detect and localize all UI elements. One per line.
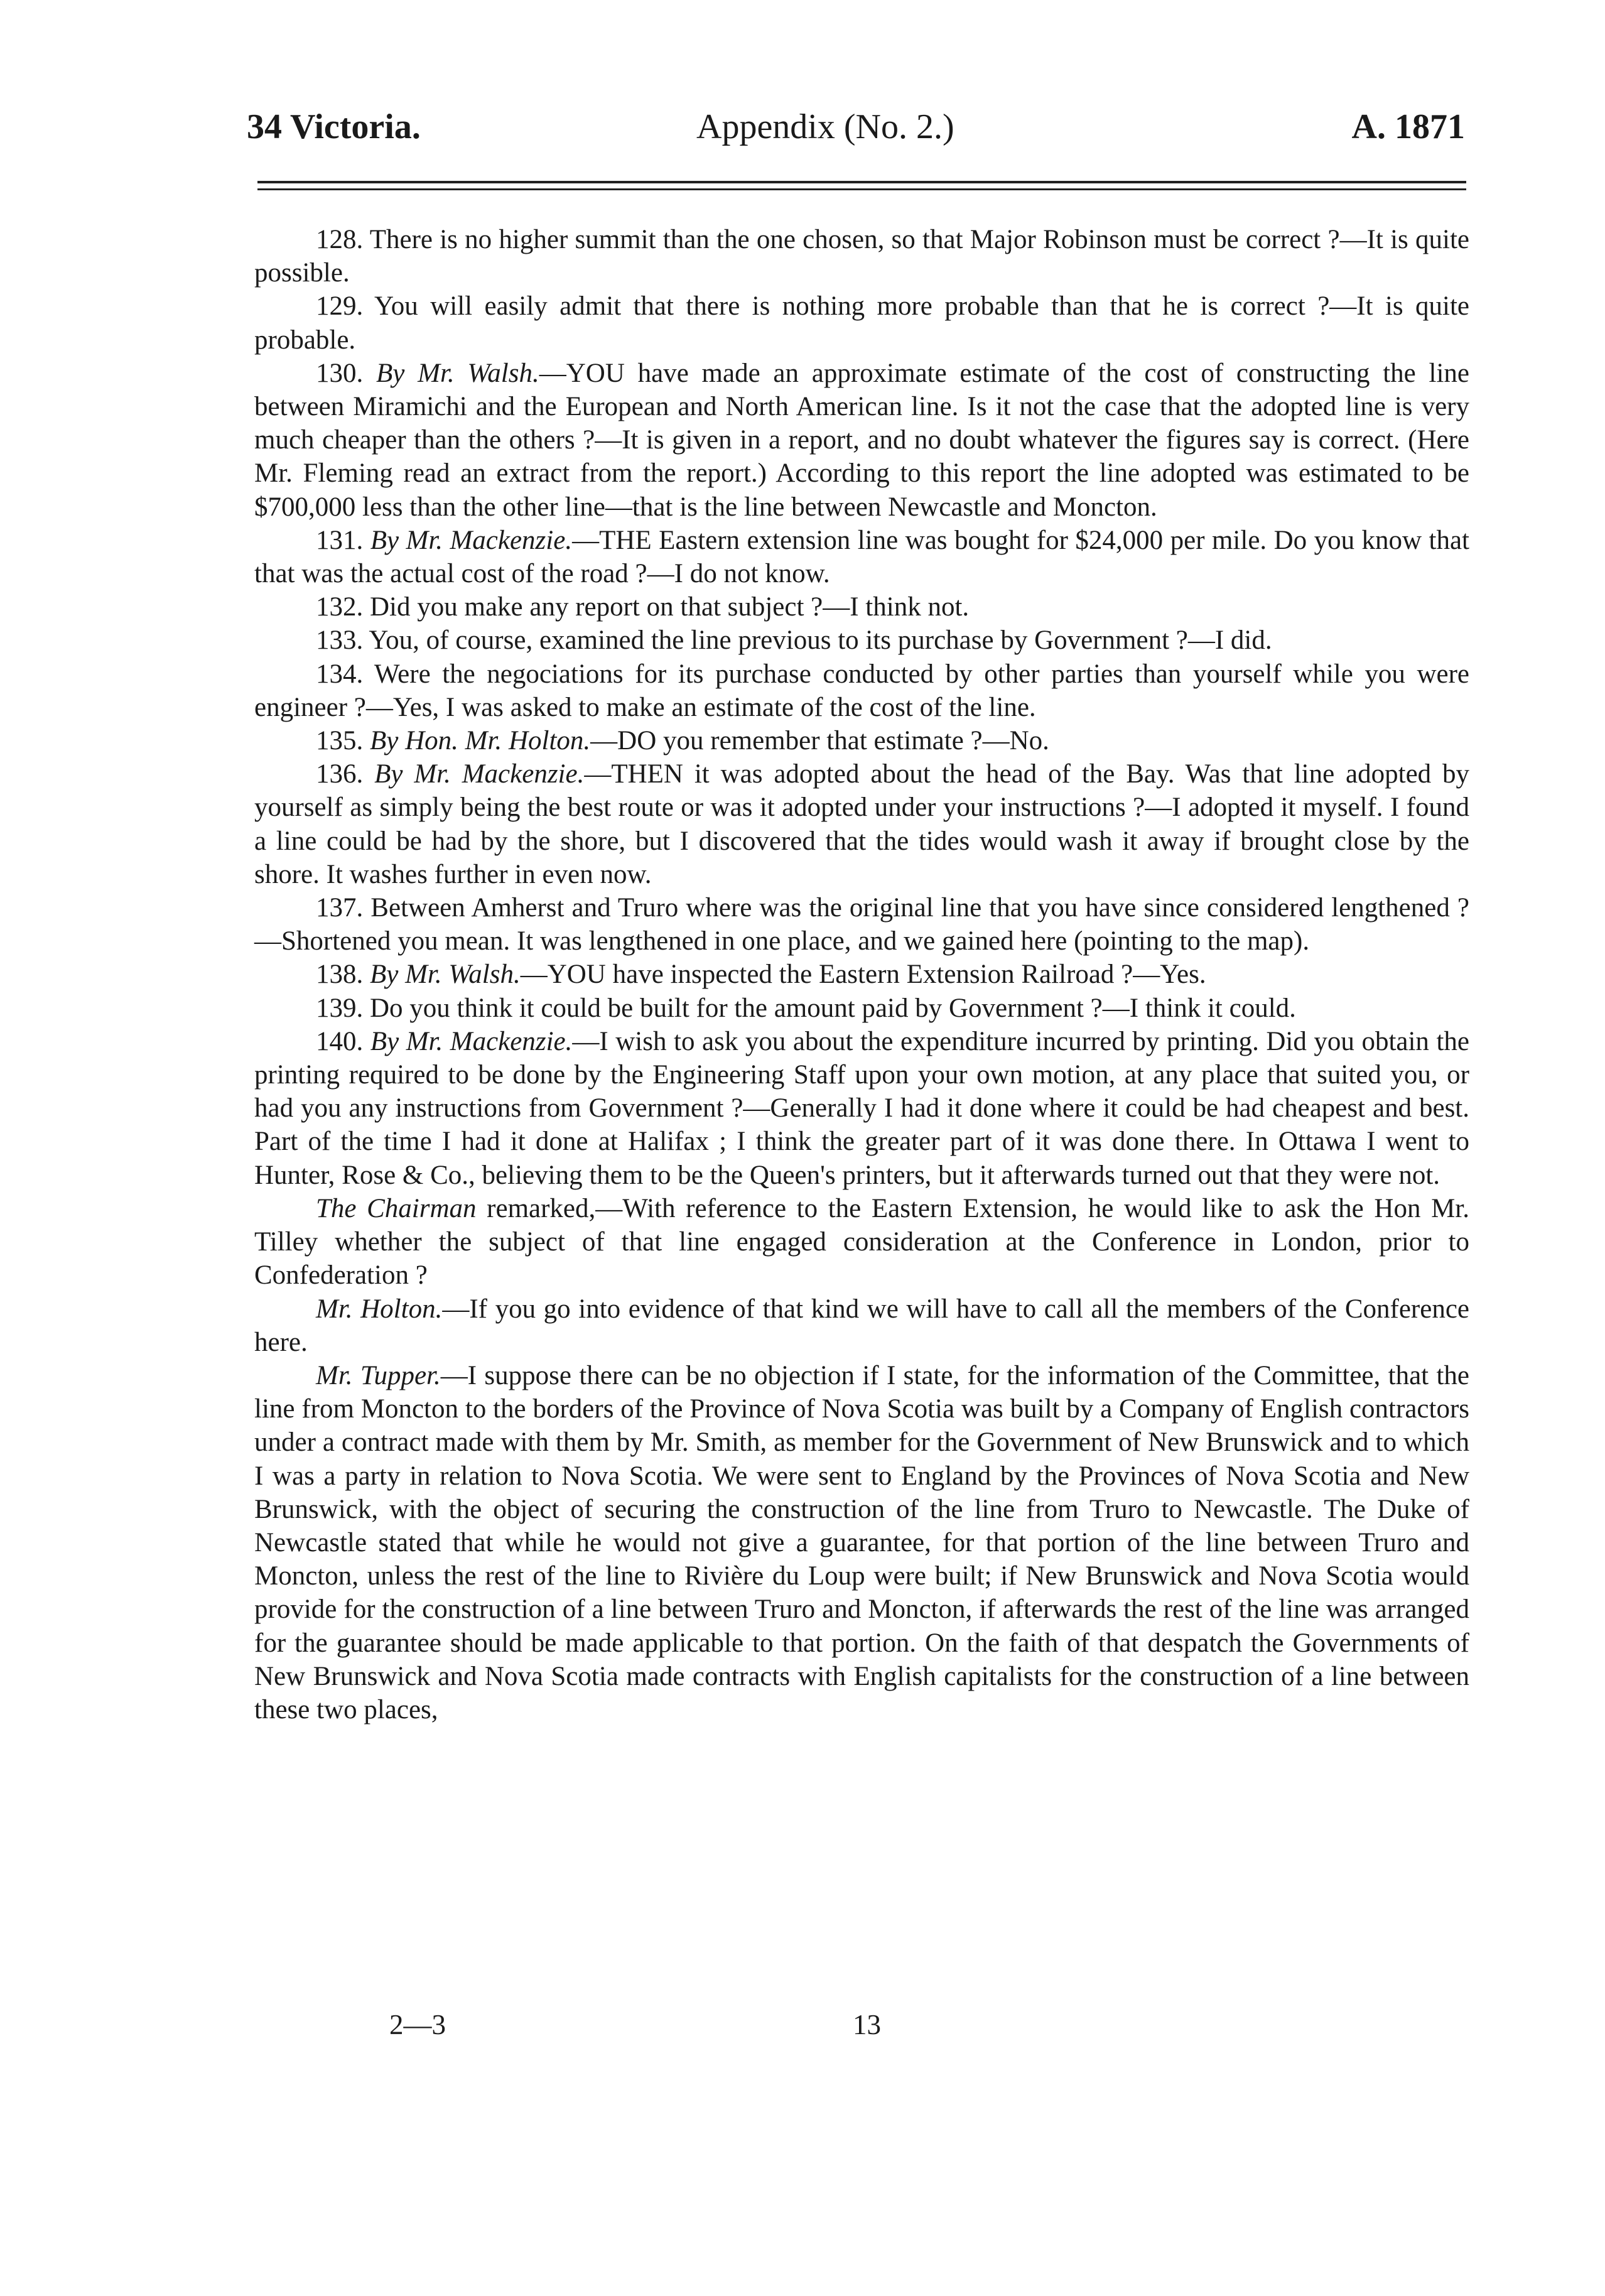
question-number: 135. (316, 726, 370, 756)
paragraph-129 (254, 290, 1469, 356)
page-header (247, 107, 1465, 163)
speaker: The Chairman (316, 1193, 477, 1223)
paragraph-140 (254, 1025, 1469, 1192)
speaker: Mr. Tupper. (316, 1360, 441, 1390)
question-number: 131. (316, 525, 370, 555)
paragraph-body: Do you think it could be built for the amount paid by Government ?—I think it could. (370, 993, 1296, 1023)
speaker: By Mr. Walsh. (370, 960, 521, 990)
speaker: By Mr. Mackenzie. (370, 1026, 573, 1056)
paragraph-body: —If you go into evidence of that kind we will have to call all the members of the Conference here. (254, 1294, 1470, 1357)
header-rule-top (257, 181, 1466, 183)
paragraph-133 (254, 624, 1469, 657)
paragraph-138 (254, 958, 1469, 991)
paragraph-body: Did you make any report on that subject ?—I think not. (370, 592, 970, 622)
speaker: Mr. Holton. (316, 1294, 443, 1324)
paragraph-body: —DO you remember that estimate ?—No. (590, 726, 1049, 756)
speaker: By Mr. Walsh. (376, 358, 539, 388)
question-number: 137. (316, 893, 371, 923)
paragraph-body: —THEN it was adopted about the head of the Bay. Was that line adopted by yourself as simply being the best route or was it adopted under your instructions ?—I adopted it myself. I found a line could be had by the shore, but I discovered that the tides would wash it away if brought close by the shore. It washes further in even now. (254, 759, 1470, 889)
speaker: By Hon. Mr. Holton. (370, 726, 591, 756)
page-number: 13 (853, 2009, 881, 2040)
paragraph-134 (254, 658, 1469, 724)
paragraph-body: —THE Eastern extension line was bought for $24,000 per mile. Do you know that that was the actual cost of the road ?—I do not know. (254, 525, 1470, 589)
paragraph-body: remarked,—With reference to the Eastern Extension, he would like to ask the Hon Mr. Tilley whether the subject of that line engaged consideration at the Conference in London, prior to Confederation ? (254, 1193, 1469, 1291)
paragraph-128 (254, 223, 1469, 290)
paragraph-tupper (254, 1359, 1469, 1726)
question-number: 130. (316, 358, 377, 388)
speaker: By Mr. Mackenzie. (370, 525, 573, 555)
paragraph-body: There is no higher summit than the one chosen, so that Major Robinson must be correct ?—It is quite possible. (254, 225, 1470, 288)
session-label: 34 Victoria. (247, 107, 421, 146)
paragraph-chairman (254, 1192, 1469, 1292)
question-number: 136. (316, 759, 375, 789)
paragraph-body: —YOU have inspected the Eastern Extension Railroad ?—Yes. (520, 960, 1206, 990)
paragraph-136 (254, 757, 1469, 891)
paragraph-body: —I wish to ask you about the expenditure incurred by printing. Did you obtain the printing required to be done by the Engineering Staff upon your own motion, at any place that suited you, or had you any instructions from Government ?—Generally I had it done where it could be had cheapest and best. Part of the time I had it done at Halifax ; I think the greater part of it was done there. In Ottawa I went to Hunter, Rose & Co., believing them to be the Queen's printers, but it afterwards turned out that they were not. (254, 1026, 1470, 1190)
body-text (254, 223, 1469, 1726)
paragraph-139 (254, 992, 1469, 1025)
appendix-title: Appendix (No. 2.) (696, 107, 954, 146)
paragraph-body: —I suppose there can be no objection if I state, for the information of the Committee, that the line from Moncton to the borders of the Province of Nova Scotia was built by a Company of English contractors under a contract made with them by Mr. Smith, as member for the Government of New Brunswick and to which I was a party in relation to Nova Scotia. We were sent to England by the Provinces of Nova Scotia and New Brunswick, with the object of securing the construction of the line from Truro to Newcastle. The Duke of Newcastle stated that while he would not give a guarantee, for that portion of the line between Truro and Moncton, unless the rest of the line to Rivière du Loup were built; if New Brunswick and Nova Scotia would provide for the construction of a line between Truro and Moncton, if afterwards the rest of the line was arranged for the guarantee should be made applicable to that portion. On the faith of that despatch the Governments of New Brunswick and Nova Scotia made contracts with English capitalists for the construction of a line between these two places, (254, 1360, 1469, 1725)
question-number: 132. (316, 592, 370, 622)
paragraph-135 (254, 724, 1469, 757)
speaker: By Mr. Mackenzie. (374, 759, 585, 789)
paragraph-131 (254, 524, 1469, 590)
paragraph-137 (254, 891, 1469, 958)
paragraph-132 (254, 590, 1469, 624)
page-footer (254, 2008, 1469, 2046)
paragraph-body: Were the negociations for its purchase conducted by other parties than yourself while you were engineer ?—Yes, I was asked to make an estimate of the cost of the line. (254, 659, 1469, 722)
question-number: 140. (316, 1026, 370, 1056)
header-rule-bottom (257, 188, 1466, 190)
paragraph-body: You will easily admit that there is nothing more probable than that he is correct ?—It is quite probable. (254, 291, 1469, 355)
question-number: 128. (316, 225, 370, 254)
paragraph-body: —YOU have made an approximate estimate of the cost of constructing the line between Miramichi and the European and North American line. Is it not the case that the adopted line is very much cheaper than the others ?—It is given in a report, and no doubt whatever the figures say is correct. (Here Mr. Fleming read an extract from the report.) According to this report the line adopted was estimated to be $700,000 less than the other line—that is the line between Newcastle and Moncton. (254, 358, 1469, 522)
question-number: 139. (316, 993, 370, 1023)
year-label: A. 1871 (1351, 107, 1465, 146)
question-number: 129. (316, 291, 375, 322)
paragraph-body: You, of course, examined the line previous to its purchase by Government ?—I did. (369, 625, 1272, 656)
question-number: 133. (316, 625, 369, 656)
paragraph-body: Between Amherst and Truro where was the original line that you have since considered lengthened ?—Shortened you mean. It was lengthened in one place, and we gained here (pointing to the map). (254, 893, 1469, 956)
paragraph-holton (254, 1292, 1469, 1359)
signature-mark: 2—3 (389, 2009, 446, 2040)
question-number: 134. (316, 659, 375, 689)
question-number: 138. (316, 960, 370, 990)
paragraph-130 (254, 357, 1469, 524)
